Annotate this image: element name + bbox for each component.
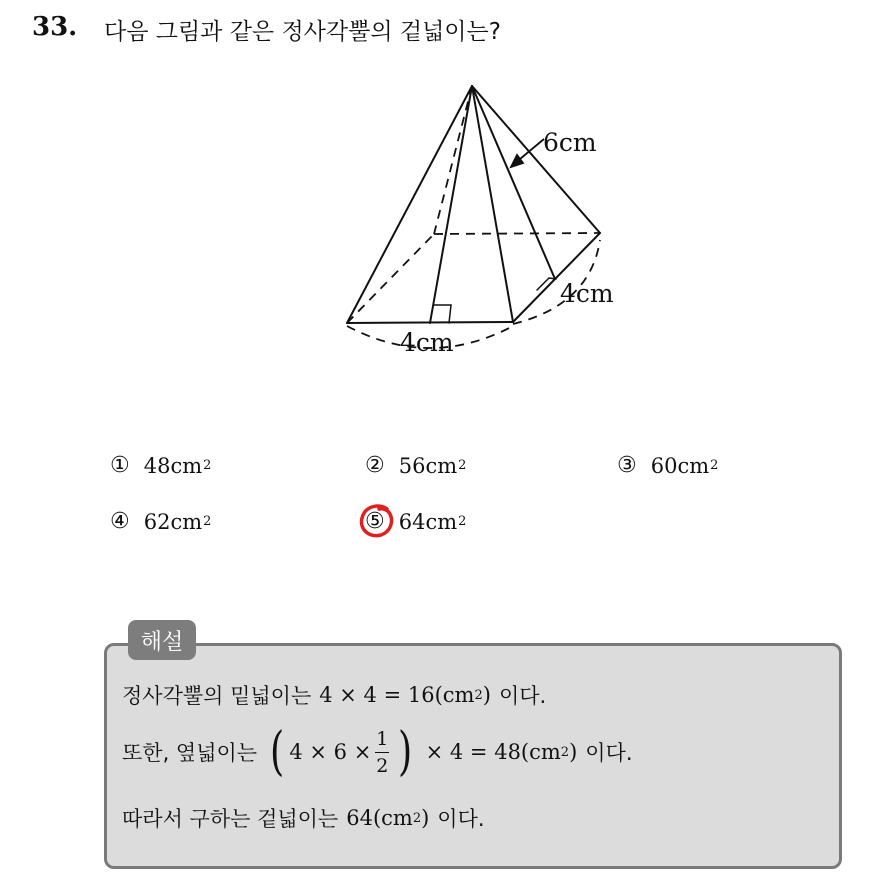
pyramid-figure <box>0 0 884 420</box>
solution-line-1: 정사각뿔의 밑넓이는 4 × 4 = 16(cm 2 ) 이다. <box>122 683 547 708</box>
right-edge-label: 4cm <box>560 279 614 308</box>
choice-value: 48cm <box>143 453 203 478</box>
solution-tag: 해설 <box>128 620 196 660</box>
question-text: 다음 그림과 같은 정사각뿔의 겉넓이는? <box>104 19 501 45</box>
answer-mark-circle <box>357 501 397 541</box>
choice-1[interactable] <box>110 453 211 478</box>
slant-height-label: 6cm <box>543 128 597 157</box>
choice-exponent: 2 <box>710 458 719 473</box>
choice-4[interactable] <box>110 509 211 534</box>
question-number: 33. <box>32 12 78 42</box>
choice-value: 62cm <box>143 509 203 534</box>
choice-number: ③ <box>617 453 637 478</box>
choice-exponent: 2 <box>458 514 467 529</box>
choice-number: ④ <box>110 509 130 534</box>
choice-2[interactable] <box>365 453 466 478</box>
choice-exponent: 2 <box>458 458 467 473</box>
choice-exponent: 2 <box>203 514 212 529</box>
bottom-edge-label: 4cm <box>400 328 454 357</box>
choice-value: 56cm <box>398 453 458 478</box>
choice-number: ⑤ <box>365 509 385 534</box>
choice-value: 60cm <box>650 453 710 478</box>
choice-5[interactable] <box>365 509 466 534</box>
solution-line-2: 또한, 옆넓이는 ( 4 × 6 × $\frac{1}{2}$ ) × 4 = 48(cm 2 ) 이다. <box>122 722 633 782</box>
choice-value: 64cm <box>398 509 458 534</box>
choice-exponent: 2 <box>203 458 212 473</box>
fraction: $\frac{1}{2}$ <box>376 727 389 777</box>
choice-3[interactable] <box>617 453 718 478</box>
choice-number: ② <box>365 453 385 478</box>
choice-number: ① <box>110 453 130 478</box>
solution-line-3: 따라서 구하는 겉넓이는 64(cm 2 ) 이다. <box>122 806 485 831</box>
